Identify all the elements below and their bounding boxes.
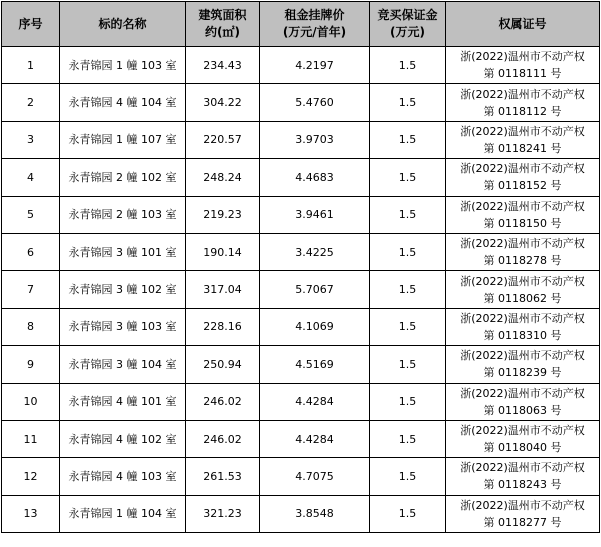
table-row bbox=[2, 271, 600, 308]
cell-cert-line1: 浙(2022)温州市不动产权 bbox=[460, 124, 585, 138]
header-rent bbox=[260, 2, 370, 47]
cell-deposit: 1.5 bbox=[370, 233, 446, 270]
cell-deposit: 1.5 bbox=[370, 47, 446, 84]
cell-no: 6 bbox=[2, 233, 60, 270]
cell-cert-line2: 第 0118112 号 bbox=[483, 104, 562, 118]
cell-name: 永青锦园 3 幢 101 室 bbox=[60, 233, 186, 270]
cell-cert-line2: 第 0118278 号 bbox=[483, 254, 562, 268]
cell-rent: 3.8548 bbox=[260, 495, 370, 532]
cell-no: 7 bbox=[2, 271, 60, 308]
cell-rent: 4.2197 bbox=[260, 47, 370, 84]
cell-cert bbox=[446, 84, 600, 121]
cell-name: 永青锦园 2 幢 102 室 bbox=[60, 159, 186, 196]
cell-rent: 3.9461 bbox=[260, 196, 370, 233]
cell-deposit: 1.5 bbox=[370, 196, 446, 233]
cell-deposit: 1.5 bbox=[370, 308, 446, 345]
cell-area: 248.24 bbox=[186, 159, 260, 196]
cell-deposit: 1.5 bbox=[370, 420, 446, 457]
cell-cert bbox=[446, 271, 600, 308]
cell-area: 317.04 bbox=[186, 271, 260, 308]
cell-cert-line2: 第 0118063 号 bbox=[483, 403, 562, 417]
cell-name: 永青锦园 3 幢 103 室 bbox=[60, 308, 186, 345]
cell-name: 永青锦园 1 幢 103 室 bbox=[60, 47, 186, 84]
cell-rent: 3.9703 bbox=[260, 121, 370, 158]
cell-no: 3 bbox=[2, 121, 60, 158]
table-row bbox=[2, 495, 600, 532]
header-deposit-line2: (万元) bbox=[390, 25, 425, 39]
header-rent-line2: (万元/首年) bbox=[282, 25, 347, 39]
cell-cert-line1: 浙(2022)温州市不动产权 bbox=[460, 498, 585, 512]
cell-cert-line1: 浙(2022)温州市不动产权 bbox=[460, 386, 585, 400]
cell-cert-line2: 第 0118239 号 bbox=[483, 366, 562, 380]
table-row bbox=[2, 383, 600, 420]
cell-deposit: 1.5 bbox=[370, 84, 446, 121]
header-name bbox=[60, 2, 186, 47]
cell-deposit: 1.5 bbox=[370, 346, 446, 383]
table-row bbox=[2, 233, 600, 270]
table-row bbox=[2, 308, 600, 345]
cell-area: 228.16 bbox=[186, 308, 260, 345]
cell-cert bbox=[446, 233, 600, 270]
header-deposit-line1: 竞买保证金 bbox=[377, 8, 438, 22]
table-row bbox=[2, 159, 600, 196]
table-header-row bbox=[2, 2, 600, 47]
cell-rent: 4.4284 bbox=[260, 420, 370, 457]
cell-no: 1 bbox=[2, 47, 60, 84]
cell-cert bbox=[446, 196, 600, 233]
table-body bbox=[2, 47, 600, 533]
cell-rent: 4.5169 bbox=[260, 346, 370, 383]
cell-area: 261.53 bbox=[186, 458, 260, 495]
cell-name: 永青锦园 3 幢 104 室 bbox=[60, 346, 186, 383]
cell-cert-line2: 第 0118243 号 bbox=[483, 478, 562, 492]
cell-area: 219.23 bbox=[186, 196, 260, 233]
cell-name: 永青锦园 4 幢 101 室 bbox=[60, 383, 186, 420]
cell-no: 2 bbox=[2, 84, 60, 121]
cell-rent: 3.4225 bbox=[260, 233, 370, 270]
cell-no: 8 bbox=[2, 308, 60, 345]
table-row bbox=[2, 458, 600, 495]
cell-cert bbox=[446, 420, 600, 457]
cell-deposit: 1.5 bbox=[370, 121, 446, 158]
cell-cert-line2: 第 0118241 号 bbox=[483, 141, 562, 155]
cell-cert-line2: 第 0118150 号 bbox=[483, 216, 562, 230]
cell-cert bbox=[446, 346, 600, 383]
header-area-line1: 建筑面积 bbox=[198, 8, 247, 22]
header-cert-label: 权属证号 bbox=[498, 16, 547, 31]
cell-cert-line1: 浙(2022)温州市不动产权 bbox=[460, 311, 585, 325]
cell-area: 321.23 bbox=[186, 495, 260, 532]
header-cert bbox=[446, 2, 600, 47]
cell-name: 永青锦园 1 幢 104 室 bbox=[60, 495, 186, 532]
cell-deposit: 1.5 bbox=[370, 458, 446, 495]
cell-deposit: 1.5 bbox=[370, 495, 446, 532]
cell-no: 12 bbox=[2, 458, 60, 495]
cell-area: 250.94 bbox=[186, 346, 260, 383]
cell-rent: 4.7075 bbox=[260, 458, 370, 495]
cell-cert bbox=[446, 47, 600, 84]
table-row bbox=[2, 47, 600, 84]
cell-name: 永青锦园 2 幢 103 室 bbox=[60, 196, 186, 233]
lease-listing-table bbox=[1, 1, 600, 533]
table-row bbox=[2, 346, 600, 383]
cell-cert-line1: 浙(2022)温州市不动产权 bbox=[460, 461, 585, 475]
cell-area: 304.22 bbox=[186, 84, 260, 121]
cell-cert-line2: 第 0118152 号 bbox=[483, 179, 562, 193]
header-area-line2: 约(㎡) bbox=[205, 25, 240, 39]
cell-cert bbox=[446, 308, 600, 345]
cell-deposit: 1.5 bbox=[370, 159, 446, 196]
cell-cert-line1: 浙(2022)温州市不动产权 bbox=[460, 50, 585, 64]
cell-name: 永青锦园 4 幢 103 室 bbox=[60, 458, 186, 495]
cell-name: 永青锦园 4 幢 102 室 bbox=[60, 420, 186, 457]
cell-area: 246.02 bbox=[186, 420, 260, 457]
cell-rent: 4.4284 bbox=[260, 383, 370, 420]
cell-cert-line2: 第 0118111 号 bbox=[483, 67, 562, 81]
cell-cert-line1: 浙(2022)温州市不动产权 bbox=[460, 162, 585, 176]
table-row bbox=[2, 420, 600, 457]
cell-cert-line1: 浙(2022)温州市不动产权 bbox=[460, 349, 585, 363]
cell-rent: 4.1069 bbox=[260, 308, 370, 345]
table-row bbox=[2, 121, 600, 158]
header-deposit bbox=[370, 2, 446, 47]
cell-deposit: 1.5 bbox=[370, 383, 446, 420]
cell-no: 4 bbox=[2, 159, 60, 196]
cell-area: 220.57 bbox=[186, 121, 260, 158]
table-row bbox=[2, 196, 600, 233]
cell-cert bbox=[446, 159, 600, 196]
cell-cert-line2: 第 0118062 号 bbox=[483, 291, 562, 305]
cell-cert-line1: 浙(2022)温州市不动产权 bbox=[460, 424, 585, 438]
cell-area: 190.14 bbox=[186, 233, 260, 270]
cell-cert bbox=[446, 458, 600, 495]
header-name-label: 标的名称 bbox=[98, 16, 147, 31]
cell-cert bbox=[446, 495, 600, 532]
cell-name: 永青锦园 4 幢 104 室 bbox=[60, 84, 186, 121]
cell-rent: 5.7067 bbox=[260, 271, 370, 308]
cell-rent: 5.4760 bbox=[260, 84, 370, 121]
header-no-label: 序号 bbox=[18, 16, 43, 31]
cell-cert-line2: 第 0118040 号 bbox=[483, 441, 562, 455]
header-area bbox=[186, 2, 260, 47]
header-no bbox=[2, 2, 60, 47]
cell-cert-line1: 浙(2022)温州市不动产权 bbox=[460, 274, 585, 288]
cell-name: 永青锦园 1 幢 107 室 bbox=[60, 121, 186, 158]
cell-area: 234.43 bbox=[186, 47, 260, 84]
cell-cert-line1: 浙(2022)温州市不动产权 bbox=[460, 87, 585, 101]
cell-no: 9 bbox=[2, 346, 60, 383]
table-row bbox=[2, 84, 600, 121]
cell-no: 13 bbox=[2, 495, 60, 532]
cell-rent: 4.4683 bbox=[260, 159, 370, 196]
cell-area: 246.02 bbox=[186, 383, 260, 420]
cell-no: 10 bbox=[2, 383, 60, 420]
cell-no: 5 bbox=[2, 196, 60, 233]
cell-deposit: 1.5 bbox=[370, 271, 446, 308]
cell-cert-line1: 浙(2022)温州市不动产权 bbox=[460, 237, 585, 251]
cell-cert-line2: 第 0118310 号 bbox=[483, 328, 562, 342]
cell-cert bbox=[446, 383, 600, 420]
cell-cert-line2: 第 0118277 号 bbox=[483, 515, 562, 529]
cell-cert bbox=[446, 121, 600, 158]
cell-name: 永青锦园 3 幢 102 室 bbox=[60, 271, 186, 308]
header-rent-line1: 租金挂牌价 bbox=[284, 8, 345, 22]
cell-cert-line1: 浙(2022)温州市不动产权 bbox=[460, 199, 585, 213]
cell-no: 11 bbox=[2, 420, 60, 457]
